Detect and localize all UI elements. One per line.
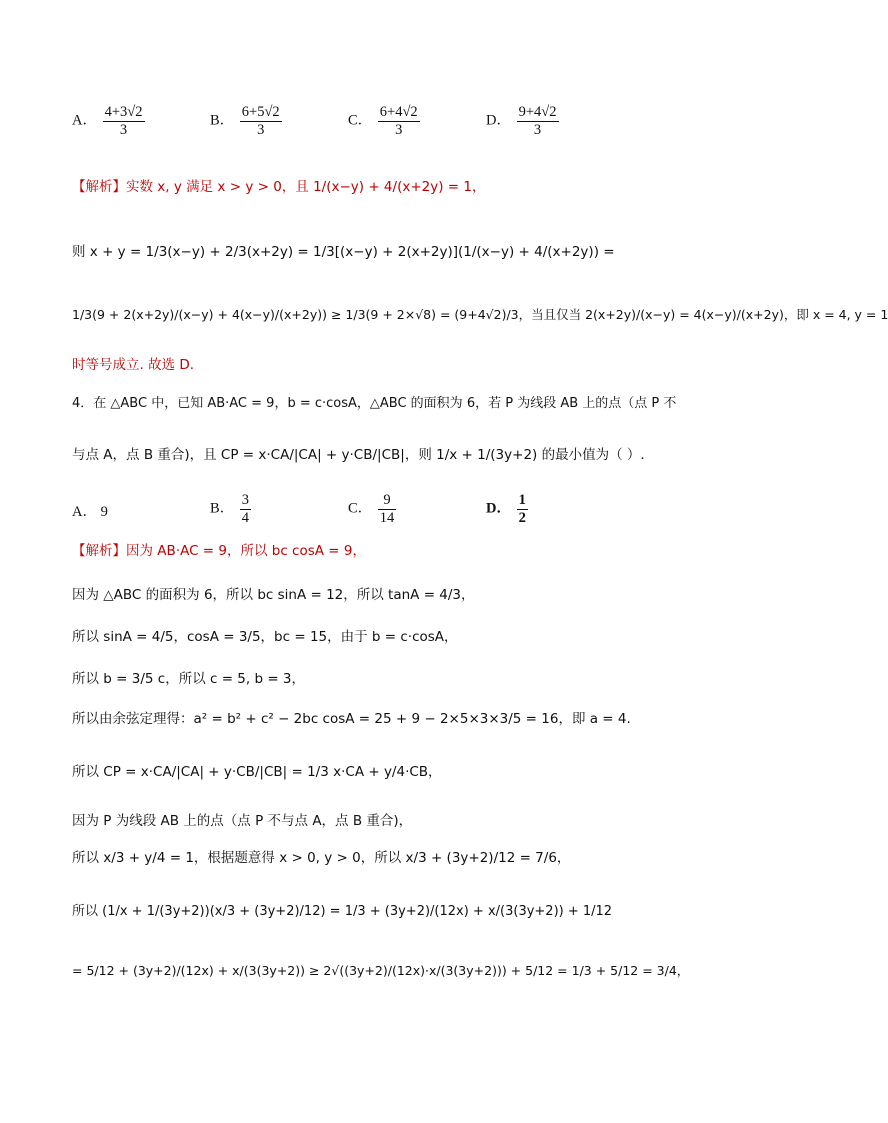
q3-solution-line-1: 【解析】实数 x, y 满足 x > y > 0，且 1/(x−y) + 4/(x+2y) = 1， bbox=[72, 179, 486, 195]
q4-solution-line-9: 所以 (1/x + 1/(3y+2))(x/3 + (3y+2)/12) = 1/3 + (3y+2)/(12x) + x/(3(3y+2)) + 1/12 bbox=[72, 904, 613, 919]
q3-option-b: B． $\frac{6+5√2}{3}$ bbox=[210, 104, 280, 138]
q4-option-a: A． 9 bbox=[72, 504, 108, 520]
q4-solution-line-3: 所以 sinA = 4/5，cosA = 3/5，bc = 15，由于 b = c·cosA， bbox=[72, 629, 458, 645]
q4-solution-line-4: 所以 b = 3/5 c，所以 c = 5, b = 3， bbox=[72, 671, 306, 687]
q4-solution-line-1: 【解析】因为 AB·AC = 9，所以 bc cosA = 9， bbox=[72, 543, 366, 559]
q4-solution-line-2: 因为 △ABC 的面积为 6，所以 bc sinA = 12，所以 tanA = 4/3， bbox=[72, 587, 475, 603]
q4-option-d: D． $\frac{1}{2}$ bbox=[486, 492, 526, 526]
q4-option-b: B． $\frac{3}{4}$ bbox=[210, 492, 250, 526]
q4-stem-line-1: 4．在 △ABC 中，已知 AB·AC = 9，b = c·cosA，△ABC 的面积为 6，若 P 为线段 AB 上的点（点 P 不 bbox=[72, 396, 677, 411]
q3-solution-line-2: 则 x + y = 1/3(x−y) + 2/3(x+2y) = 1/3[(x−y) + 2(x+2y)](1/(x−y) + 4/(x+2y)) = bbox=[72, 244, 615, 260]
q3-option-d: D． $\frac{9+4√2}{3}$ bbox=[486, 104, 557, 138]
q4-solution-line-6: 所以 CP = x·CA/|CA| + y·CB/|CB| = 1/3 x·CA + y/4·CB， bbox=[72, 764, 442, 780]
q4-solution-line-5: 所以由余弦定理得：a² = b² + c² − 2bc cosA = 25 + 9 − 2×5×3×3/5 = 16，即 a = 4. bbox=[72, 711, 631, 727]
q4-option-c: C． $\frac{9}{14}$ bbox=[348, 492, 395, 526]
q3-option-a: A． $\frac{4+3√2}{3}$ bbox=[72, 104, 143, 138]
q3-solution-line-4: 时等号成立. 故选 D. bbox=[72, 357, 195, 373]
q3-solution-line-3: 1/3(9 + 2(x+2y)/(x−y) + 4(x−y)/(x+2y)) ≥ 1/3(9 + 2×√8) = (9+4√2)/3，当且仅当 2(x+2y)/(x−y) = 4(x−y)/(x+2y)，即 x = 4, y = 1 bbox=[72, 307, 888, 322]
q4-stem-line-2: 与点 A，点 B 重合)，且 CP = x·CA/|CA| + y·CB/|CB|，则 1/x + 1/(3y+2) 的最小值为（ ）. bbox=[72, 447, 645, 463]
q4-solution-line-10: = 5/12 + (3y+2)/(12x) + x/(3(3y+2)) ≥ 2√((3y+2)/(12x)·x/(3(3y+2))) + 5/12 = 1/3 + 5/12 = 3/4， bbox=[72, 963, 690, 978]
q4-solution-line-7: 因为 P 为线段 AB 上的点（点 P 不与点 A，点 B 重合)， bbox=[72, 813, 413, 829]
q3-option-c: C． $\frac{6+4√2}{3}$ bbox=[348, 104, 418, 138]
q4-solution-line-8: 所以 x/3 + y/4 = 1，根据题意得 x > 0, y > 0，所以 x/3 + (3y+2)/12 = 7/6， bbox=[72, 850, 571, 866]
